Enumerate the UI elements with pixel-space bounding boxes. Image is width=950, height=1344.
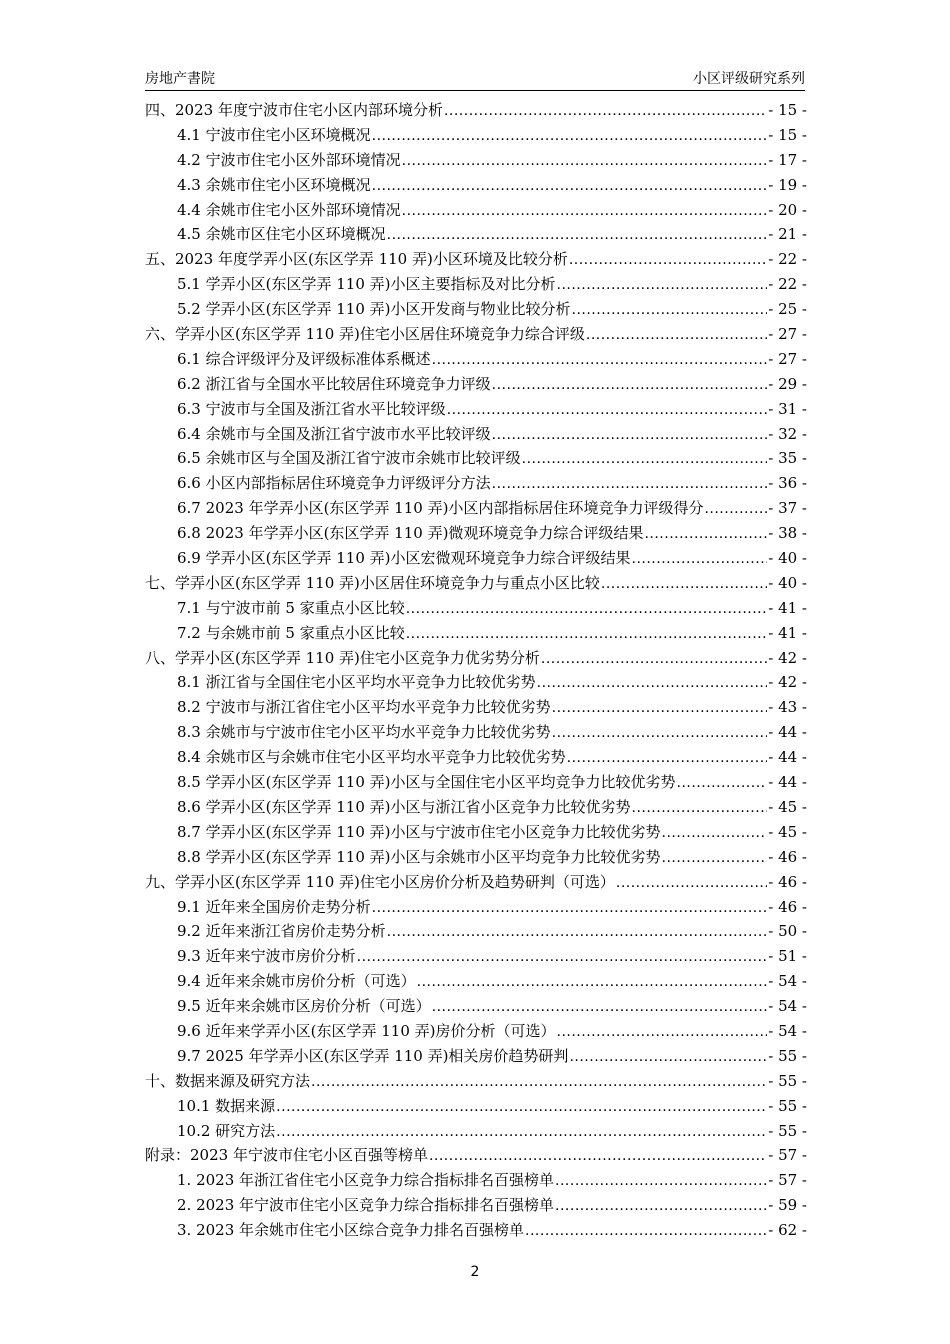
toc-dot-leader (417, 969, 768, 995)
toc-entry-page: - 59 - (768, 1196, 807, 1215)
toc-dot-leader (569, 1044, 767, 1070)
toc-entry-page: - 17 - (768, 150, 807, 169)
toc-entry-page: - 57 - (768, 1171, 807, 1190)
toc-section-entry[interactable] (145, 123, 807, 148)
toc-entry-title: 五、2023 年度学弄小区(东区学弄 110 弄)小区环境及比较分析 (145, 250, 568, 269)
toc-dot-leader (557, 1019, 768, 1045)
toc-entry-page: - 41 - (768, 623, 807, 642)
toc-section-entry[interactable] (145, 695, 807, 720)
toc-dot-leader (387, 222, 768, 248)
toc-entry-title: 9.5 近年来余姚市区房价分析（可选） (177, 997, 431, 1016)
toc-dot-leader (537, 670, 768, 696)
toc-entry-page: - 55 - (768, 1046, 807, 1065)
toc-section-entry[interactable] (145, 720, 807, 745)
toc-entry-title: 九、学弄小区(东区学弄 110 弄)住宅小区房价分析及趋势研判（可选） (145, 872, 615, 891)
toc-section-entry[interactable] (145, 1044, 807, 1069)
toc-entry-page: - 40 - (768, 573, 807, 592)
toc-section-entry[interactable] (145, 422, 807, 447)
toc-chapter-entry[interactable] (145, 870, 807, 895)
toc-chapter-entry[interactable] (145, 646, 807, 671)
toc-entry-title: 十、数据来源及研究方法 (145, 1071, 311, 1090)
toc-dot-leader (311, 1069, 767, 1095)
toc-entry-page: - 45 - (768, 797, 807, 816)
toc-dot-leader (387, 919, 768, 945)
toc-chapter-entry[interactable] (145, 1069, 807, 1094)
toc-entry-page: - 20 - (768, 200, 807, 219)
toc-entry-page: - 57 - (768, 1146, 807, 1165)
toc-entry-title: 6.2 浙江省与全国水平比较居住环境竞争力评级 (177, 374, 491, 393)
toc-chapter-entry[interactable] (145, 322, 807, 347)
toc-entry-title: 4.2 宁波市住宅小区外部环境情况 (177, 150, 401, 169)
toc-entry-page: - 54 - (768, 1021, 807, 1040)
toc-entry-title: 6.3 宁波市与全国及浙江省水平比较评级 (177, 399, 446, 418)
toc-entry-page: - 37 - (768, 499, 807, 518)
toc-section-entry[interactable] (145, 969, 807, 994)
toc-entry-page: - 54 - (768, 972, 807, 991)
toc-dot-leader (372, 895, 768, 921)
toc-section-entry[interactable] (145, 895, 807, 920)
header-series-title: 小区评级研究系列 (693, 71, 805, 87)
toc-entry-page: - 62 - (768, 1221, 807, 1240)
toc-entry-title: 1. 2023 年浙江省住宅小区竞争力综合指标排名百强榜单 (177, 1171, 555, 1190)
toc-entry-title: 8.5 学弄小区(东区学弄 110 弄)小区与全国住宅小区平均竞争力比较优劣势 (177, 773, 676, 792)
toc-section-entry[interactable] (145, 1094, 807, 1119)
toc-entry-page: - 45 - (768, 822, 807, 841)
toc-dot-leader (444, 98, 767, 124)
toc-dot-leader (601, 571, 767, 597)
toc-section-entry[interactable] (145, 845, 807, 870)
toc-entry-title: 4.3 余姚市住宅小区环境概况 (177, 175, 371, 194)
toc-entry-page: - 41 - (768, 598, 807, 617)
toc-section-entry[interactable] (145, 1019, 807, 1044)
toc-entry-page: - 54 - (768, 997, 807, 1016)
toc-entry-title: 9.7 2025 年学弄小区(东区学弄 110 弄)相关房价趋势研判 (177, 1046, 569, 1065)
toc-section-entry[interactable] (145, 496, 807, 521)
toc-dot-leader (555, 1168, 767, 1194)
toc-dot-leader (432, 994, 768, 1020)
toc-entry-page: - 38 - (768, 524, 807, 543)
toc-dot-leader (555, 1193, 767, 1219)
toc-entry-title: 四、2023 年度宁波市住宅小区内部环境分析 (145, 101, 443, 119)
toc-entry-title: 六、学弄小区(东区学弄 110 弄)住宅小区居住环境竞争力综合评级 (145, 325, 585, 344)
page-number: 2 (470, 1264, 480, 1280)
toc-entry-title: 8.6 学弄小区(东区学弄 110 弄)小区与浙江省小区竞争力比较优劣势 (177, 797, 631, 816)
toc-entry-title: 6.6 小区内部指标居住环境竞争力评级评分方法 (177, 474, 491, 493)
toc-section-entry[interactable] (145, 621, 807, 646)
toc-entry-page: - 32 - (768, 424, 807, 443)
toc-entry-page: - 50 - (768, 922, 807, 941)
toc-dot-leader (662, 820, 768, 846)
toc-entry-title: 4.5 余姚市区住宅小区环境概况 (177, 225, 386, 244)
toc-entry-page: - 22 - (768, 275, 807, 294)
toc-section-entry[interactable] (145, 521, 807, 546)
toc-dot-leader (616, 870, 767, 896)
toc-chapter-entry[interactable] (145, 247, 807, 272)
toc-section-entry[interactable] (145, 596, 807, 621)
toc-dot-leader (372, 173, 768, 199)
toc-dot-leader (406, 596, 768, 622)
toc-entry-page: - 55 - (768, 1071, 807, 1090)
toc-dot-leader (632, 795, 768, 821)
toc-section-entry[interactable] (145, 919, 807, 944)
toc-entry-title: 8.7 学弄小区(东区学弄 110 弄)小区与宁波市住宅小区竞争力比较优劣势 (177, 822, 661, 841)
page-header (145, 64, 805, 91)
toc-entry-title: 8.4 余姚市区与余姚市住宅小区平均水平竞争力比较优劣势 (177, 748, 566, 767)
toc-dot-leader (402, 148, 768, 174)
toc-entry-title: 9.2 近年来浙江省房价走势分析 (177, 922, 386, 941)
toc-section-entry[interactable] (145, 1193, 807, 1218)
toc-dot-leader (567, 745, 768, 771)
toc-entry-title: 8.8 学弄小区(东区学弄 110 弄)小区与余姚市小区平均竞争力比较优劣势 (177, 847, 661, 866)
table-of-contents (145, 98, 807, 1243)
toc-entry-page: - 42 - (768, 673, 807, 692)
toc-entry-title: 2. 2023 年宁波市住宅小区竞争力综合指标排名百强榜单 (177, 1196, 555, 1215)
toc-dot-leader (492, 422, 768, 448)
toc-entry-title: 8.2 宁波市与浙江省住宅小区平均水平竞争力比较优劣势 (177, 698, 551, 717)
toc-section-entry[interactable] (145, 173, 807, 198)
toc-section-entry[interactable] (145, 347, 807, 372)
toc-section-entry[interactable] (145, 670, 807, 695)
toc-entry-page: - 35 - (768, 449, 807, 468)
toc-dot-leader (406, 621, 768, 647)
toc-entry-page: - 44 - (768, 723, 807, 742)
toc-entry-page: - 46 - (768, 872, 807, 891)
toc-entry-title: 6.4 余姚市与全国及浙江省宁波市水平比较评级 (177, 424, 491, 443)
toc-entry-title: 6.7 2023 年学弄小区(东区学弄 110 弄)小区内部指标居住环境竞争力评级得分 (177, 499, 704, 518)
toc-dot-leader (492, 372, 768, 398)
toc-section-entry[interactable] (145, 198, 807, 223)
toc-dot-leader (557, 272, 768, 298)
toc-entry-page: - 42 - (768, 648, 807, 667)
toc-entry-title: 6.1 综合评级评分及评级标准体系概述 (177, 349, 431, 368)
toc-dot-leader (276, 1094, 767, 1120)
toc-dot-leader (522, 446, 768, 472)
toc-section-entry[interactable] (145, 372, 807, 397)
toc-dot-leader (447, 397, 768, 423)
toc-entry-title: 9.6 近年来学弄小区(东区学弄 110 弄)房价分析（可选） (177, 1021, 556, 1040)
toc-chapter-entry[interactable] (145, 1143, 807, 1168)
toc-entry-page: - 43 - (768, 698, 807, 717)
toc-entry-page: - 46 - (768, 897, 807, 916)
toc-section-entry[interactable] (145, 944, 807, 969)
toc-entry-page: - 15 - (768, 101, 807, 119)
toc-entry-title: 八、学弄小区(东区学弄 110 弄)住宅小区竞争力优劣势分析 (145, 648, 540, 667)
toc-entry-page: - 27 - (768, 325, 807, 344)
toc-dot-leader (492, 471, 768, 497)
toc-dot-leader (632, 546, 768, 572)
toc-section-entry[interactable] (145, 397, 807, 422)
toc-entry-title: 6.5 余姚市区与全国及浙江省宁波市余姚市比较评级 (177, 449, 521, 468)
toc-entry-title: 5.2 学弄小区(东区学弄 110 弄)小区开发商与物业比较分析 (177, 300, 571, 319)
toc-entry-page: - 36 - (768, 474, 807, 493)
toc-entry-title: 8.1 浙江省与全国住宅小区平均水平竞争力比较优劣势 (177, 673, 536, 692)
toc-dot-leader (586, 322, 767, 348)
toc-entry-title: 6.8 2023 年学弄小区(东区学弄 110 弄)微观环境竞争力综合评级结果 (177, 524, 644, 543)
toc-dot-leader (429, 1143, 767, 1169)
toc-entry-title: 9.3 近年来宁波市房价分析 (177, 947, 356, 966)
toc-entry-page: - 31 - (768, 399, 807, 418)
toc-entry-title: 5.1 学弄小区(东区学弄 110 弄)小区主要指标及对比分析 (177, 275, 556, 294)
toc-entry-title: 8.3 余姚市与宁波市住宅小区平均水平竞争力比较优劣势 (177, 723, 551, 742)
toc-section-entry[interactable] (145, 994, 807, 1019)
toc-section-entry[interactable] (145, 546, 807, 571)
toc-section-entry[interactable] (145, 1218, 807, 1243)
toc-chapter-entry[interactable] (145, 98, 807, 123)
toc-entry-title: 七、学弄小区(东区学弄 110 弄)小区居住环境竞争力与重点小区比较 (145, 573, 600, 592)
toc-dot-leader (704, 496, 767, 522)
toc-entry-title: 附录：2023 年宁波市住宅小区百强等榜单 (145, 1146, 428, 1165)
toc-entry-title: 10.2 研究方法 (177, 1121, 276, 1140)
toc-entry-page: - 55 - (768, 1121, 807, 1140)
toc-entry-page: - 29 - (768, 374, 807, 393)
toc-dot-leader (541, 646, 767, 672)
toc-section-entry[interactable] (145, 1168, 807, 1193)
toc-entry-title: 6.9 学弄小区(东区学弄 110 弄)小区宏微观环境竞争力综合评级结果 (177, 549, 631, 568)
toc-dot-leader (662, 845, 768, 871)
toc-dot-leader (432, 347, 768, 373)
toc-entry-page: - 21 - (768, 225, 807, 244)
toc-dot-leader (525, 1218, 767, 1244)
toc-section-entry[interactable] (145, 471, 807, 496)
toc-section-entry[interactable] (145, 745, 807, 770)
toc-entry-title: 4.4 余姚市住宅小区外部环境情况 (177, 200, 401, 219)
toc-entry-title: 4.1 宁波市住宅小区环境概况 (177, 125, 371, 144)
toc-entry-title: 9.4 近年来余姚市房价分析（可选） (177, 972, 416, 991)
toc-entry-page: - 25 - (768, 300, 807, 319)
toc-dot-leader (402, 198, 768, 224)
toc-section-entry[interactable] (145, 272, 807, 297)
toc-entry-title: 7.2 与余姚市前 5 家重点小区比较 (177, 623, 405, 642)
toc-entry-page: - 55 - (768, 1096, 807, 1115)
toc-dot-leader (677, 770, 768, 796)
toc-section-entry[interactable] (145, 148, 807, 173)
toc-dot-leader (569, 247, 767, 273)
toc-entry-page: - 40 - (768, 549, 807, 568)
toc-entry-page: - 27 - (768, 349, 807, 368)
toc-entry-page: - 19 - (768, 175, 807, 194)
toc-entry-page: - 44 - (768, 773, 807, 792)
toc-section-entry[interactable] (145, 446, 807, 471)
toc-section-entry[interactable] (145, 297, 807, 322)
toc-entry-title: 7.1 与宁波市前 5 家重点小区比较 (177, 598, 405, 617)
toc-section-entry[interactable] (145, 820, 807, 845)
toc-entry-page: - 46 - (768, 847, 807, 866)
toc-section-entry[interactable] (145, 770, 807, 795)
toc-dot-leader (372, 123, 768, 149)
toc-dot-leader (357, 944, 768, 970)
toc-dot-leader (644, 521, 767, 547)
toc-entry-page: - 51 - (768, 947, 807, 966)
header-publisher: 房地产書院 (145, 71, 215, 87)
toc-section-entry[interactable] (145, 1119, 807, 1144)
toc-entry-page: - 22 - (768, 250, 807, 269)
toc-dot-leader (552, 695, 768, 721)
toc-dot-leader (572, 297, 768, 323)
toc-entry-title: 9.1 近年来全国房价走势分析 (177, 897, 371, 916)
toc-section-entry[interactable] (145, 222, 807, 247)
toc-section-entry[interactable] (145, 795, 807, 820)
toc-entry-title: 10.1 数据来源 (177, 1096, 276, 1115)
toc-entry-title: 3. 2023 年余姚市住宅小区综合竞争力排名百强榜单 (177, 1221, 525, 1240)
toc-entry-page: - 15 - (768, 125, 807, 144)
toc-dot-leader (276, 1119, 767, 1145)
toc-dot-leader (552, 720, 768, 746)
toc-entry-page: - 44 - (768, 748, 807, 767)
toc-chapter-entry[interactable] (145, 571, 807, 596)
